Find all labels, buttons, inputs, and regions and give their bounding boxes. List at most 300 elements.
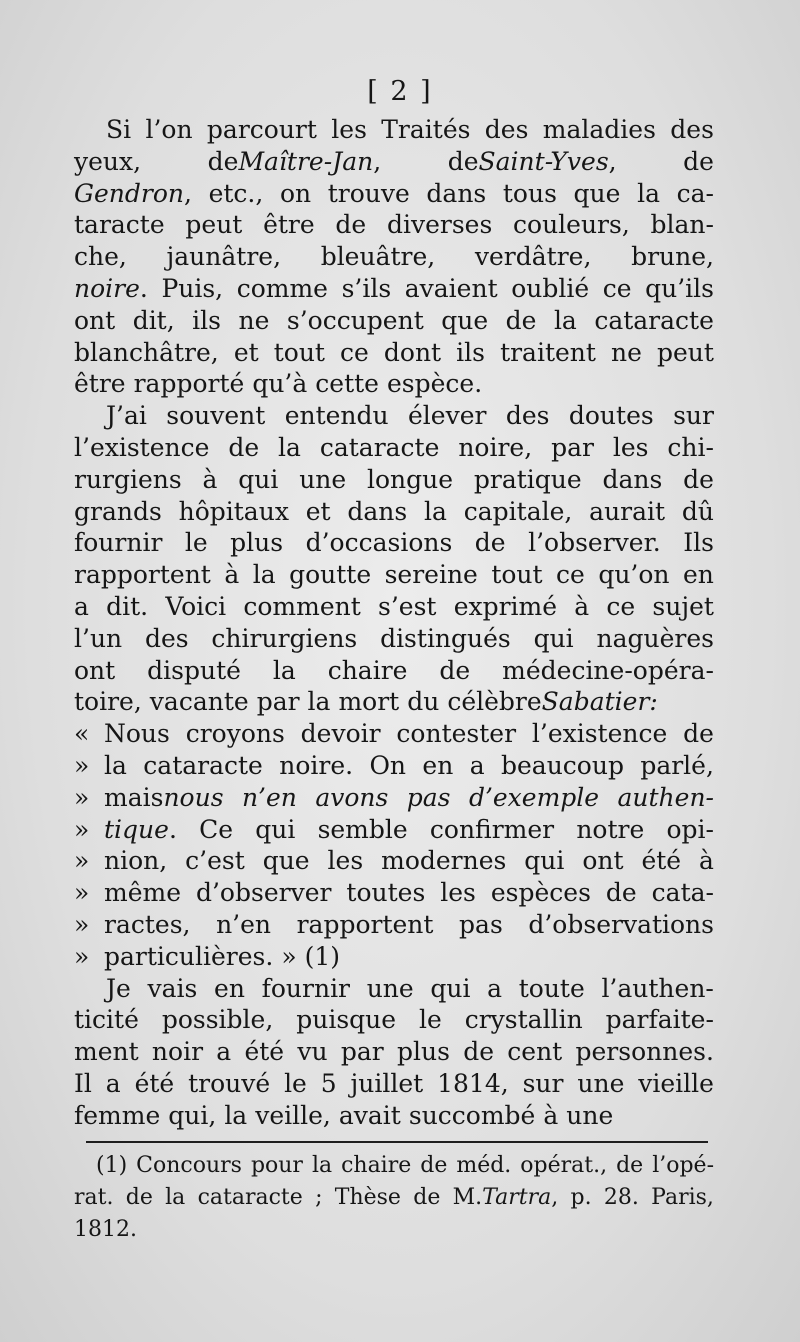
- word: tous: [502, 178, 557, 208]
- word: »: [281, 941, 297, 971]
- word: puisque: [296, 1005, 397, 1035]
- word: s’ils: [341, 273, 392, 303]
- quote-mark: »: [74, 782, 90, 812]
- word: Puis,: [161, 273, 224, 303]
- word: l’authen-: [601, 973, 714, 1003]
- word: l’existence: [74, 432, 210, 462]
- word: dans: [602, 464, 663, 494]
- word: que: [573, 178, 621, 208]
- footnote-line: [74, 1150, 714, 1182]
- word: pratique: [473, 464, 582, 494]
- word: crystallin: [464, 1005, 583, 1035]
- footnote: [74, 1150, 714, 1246]
- word: l’on: [145, 115, 193, 144]
- word: être: [263, 210, 315, 240]
- word: cata-: [651, 878, 714, 908]
- word: une: [366, 973, 414, 1003]
- word: 1812.: [74, 1217, 137, 1242]
- word: de: [616, 1153, 644, 1178]
- word: qu’ils: [645, 273, 714, 303]
- word: nion,: [104, 846, 168, 876]
- word: trouvé: [188, 1068, 271, 1098]
- quote-line: [74, 845, 714, 877]
- word: des: [144, 623, 189, 653]
- word: mort: [338, 687, 400, 717]
- word: toutes: [346, 878, 426, 908]
- word: à: [574, 591, 590, 621]
- text-line: [74, 178, 714, 210]
- quote-line: [74, 814, 714, 846]
- quote-line: [74, 718, 714, 750]
- word: diverses: [386, 210, 493, 240]
- body-text: [74, 114, 714, 1132]
- word: confirmer: [429, 814, 555, 844]
- word: possible,: [161, 1005, 274, 1035]
- word: vieille: [638, 1068, 714, 1098]
- text-line: [74, 432, 714, 464]
- word: la: [272, 655, 296, 685]
- word: Il: [74, 1068, 92, 1098]
- word: pour: [250, 1153, 303, 1178]
- word: célèbreSabatier:: [447, 687, 658, 717]
- word: distingués: [380, 623, 511, 653]
- word: goutte: [289, 560, 372, 590]
- word: espèce.: [386, 369, 483, 399]
- word: Ce: [199, 814, 234, 844]
- word: dit.: [106, 591, 149, 621]
- text-line: [74, 337, 714, 369]
- word: de: [125, 1185, 153, 1210]
- word: par: [256, 687, 300, 717]
- word: ce: [556, 560, 585, 590]
- word: être: [74, 369, 126, 399]
- word: hôpitaux: [178, 496, 289, 526]
- word: du: [407, 687, 440, 717]
- word: que: [262, 846, 310, 876]
- word: cataracte: [197, 1185, 303, 1210]
- word: les: [612, 432, 649, 462]
- word: la: [224, 1100, 248, 1130]
- word: entendu: [284, 401, 389, 431]
- word: yeux,: [74, 146, 142, 176]
- word: succombé: [408, 1100, 536, 1130]
- word: ca-: [676, 178, 714, 208]
- word: qui: [255, 814, 296, 844]
- word: de: [463, 1037, 495, 1067]
- word: beaucoup: [500, 750, 624, 780]
- word: taracte: [74, 210, 165, 240]
- quote-line: [74, 941, 714, 973]
- word: méd.: [456, 1153, 512, 1178]
- word: rapportent: [296, 909, 434, 939]
- word: 1814,: [437, 1068, 509, 1098]
- word: qui: [533, 623, 574, 653]
- word: doutes: [568, 401, 654, 431]
- word: qu’à: [252, 369, 308, 399]
- word: de: [420, 1153, 448, 1178]
- word: Gendron,: [74, 178, 192, 208]
- page-number: [ 2 ]: [367, 76, 433, 107]
- word: le: [284, 1068, 307, 1098]
- word: plus: [230, 528, 284, 558]
- word: opi-: [666, 814, 714, 844]
- word: une: [299, 464, 347, 494]
- word: même: [104, 878, 182, 908]
- text-line: [74, 464, 714, 496]
- word: cette: [315, 369, 379, 399]
- word: l’observer.: [528, 528, 661, 558]
- word: en: [214, 973, 245, 1003]
- word: ont: [582, 846, 624, 876]
- word: qui: [430, 973, 471, 1003]
- word: qu’on: [598, 560, 670, 590]
- word: capitale,: [463, 496, 573, 526]
- word: Paris,: [651, 1185, 714, 1210]
- word: couleurs,: [513, 210, 630, 240]
- word: la: [553, 305, 577, 335]
- word: dit,: [132, 305, 175, 335]
- word: noire.: [279, 750, 354, 780]
- word: de: [683, 719, 714, 749]
- word: élever: [408, 401, 487, 431]
- word: espèces: [490, 878, 591, 908]
- text-line: [74, 1068, 714, 1100]
- word: M.Tartra,: [452, 1185, 559, 1210]
- word: ment: [74, 1037, 139, 1067]
- word: tique.: [104, 814, 177, 844]
- word: les: [440, 878, 476, 908]
- word: cataracte: [143, 750, 263, 780]
- word: noir: [151, 1037, 204, 1067]
- word: on: [279, 178, 312, 208]
- word: pas: [459, 909, 503, 939]
- word: en: [422, 750, 454, 780]
- word: de: [683, 146, 714, 176]
- word: d’observer: [195, 878, 332, 908]
- word: l’existence: [531, 719, 668, 749]
- quote-line: [74, 782, 714, 814]
- word: Si: [106, 115, 132, 144]
- text-line: [74, 527, 714, 559]
- text-line: [74, 591, 714, 623]
- word: la: [104, 750, 127, 780]
- word: devoir: [300, 719, 381, 749]
- word: modernes: [381, 846, 507, 876]
- word: On: [369, 750, 407, 780]
- word: 28.: [603, 1185, 639, 1210]
- word: de: [413, 1185, 441, 1210]
- word: la: [278, 432, 301, 462]
- word: chaire: [341, 1153, 412, 1178]
- word: Concours: [136, 1153, 242, 1178]
- word: été: [244, 1037, 285, 1067]
- quote-line: [74, 909, 714, 941]
- word: de: [683, 464, 714, 494]
- word: la: [637, 178, 660, 208]
- word: ont: [74, 305, 116, 335]
- word: d’exemple: [468, 782, 600, 812]
- word: jaunâtre,: [166, 242, 282, 272]
- word: peut: [185, 210, 243, 240]
- word: de: [605, 878, 637, 908]
- word: Voici: [165, 591, 227, 621]
- word: ont: [74, 655, 116, 685]
- word: deMaître-Jan,: [207, 146, 382, 176]
- word: l’opé-: [652, 1153, 714, 1178]
- word: sujet: [652, 591, 714, 621]
- word: dû: [681, 496, 714, 526]
- word: Ils: [683, 528, 714, 558]
- word: à: [202, 464, 218, 494]
- footnote-line: [74, 1182, 714, 1214]
- word: toute: [518, 973, 585, 1003]
- word: des: [670, 115, 714, 144]
- word: de: [474, 528, 506, 558]
- word: la: [252, 560, 276, 590]
- word: s’occupent: [286, 305, 424, 335]
- word: une: [566, 1100, 614, 1130]
- word: rapporté: [133, 369, 245, 399]
- word: ils: [456, 337, 485, 367]
- word: de: [228, 432, 260, 462]
- footnote-rule: [86, 1141, 708, 1143]
- text-line: [74, 1100, 714, 1132]
- word: de: [335, 210, 367, 240]
- word: ractes,: [104, 909, 191, 939]
- text-line: [74, 496, 714, 528]
- word: ne: [238, 305, 270, 335]
- word: que: [441, 305, 489, 335]
- word: la: [165, 1185, 186, 1210]
- word: ticité: [74, 1005, 139, 1035]
- word: a: [105, 1068, 121, 1098]
- word: grands: [74, 496, 162, 526]
- word: rurgiens: [74, 464, 182, 494]
- quote-mark: »: [74, 846, 90, 876]
- word: ne: [611, 337, 642, 367]
- word: veille,: [255, 1100, 331, 1130]
- word: les: [327, 846, 364, 876]
- word: ce: [602, 273, 632, 303]
- word: etc.,: [208, 178, 264, 208]
- word: de: [505, 305, 537, 335]
- word: traitent: [500, 337, 596, 367]
- word: d’occasions: [305, 528, 453, 558]
- text-line: [74, 686, 714, 718]
- word: parfaite-: [605, 1005, 714, 1035]
- word: sur: [673, 401, 714, 431]
- word: ce: [340, 337, 369, 367]
- word: rapportent: [74, 560, 211, 590]
- footnote-line: [74, 1214, 714, 1246]
- word: deSaint-Yves,: [447, 146, 617, 176]
- word: des: [484, 115, 529, 144]
- word: cataracte: [594, 305, 714, 335]
- word: pas: [406, 782, 451, 812]
- word: chi-: [667, 432, 714, 462]
- word: croyons: [185, 719, 285, 749]
- word: et: [305, 496, 331, 526]
- word: disputé: [147, 655, 241, 685]
- word: en: [683, 560, 714, 590]
- word: (1): [304, 941, 341, 971]
- word: qui: [524, 846, 565, 876]
- word: verdâtre,: [474, 242, 592, 272]
- word: sereine: [384, 560, 478, 590]
- word: 5: [320, 1068, 337, 1098]
- word: vais: [147, 973, 198, 1003]
- quote-line: [74, 750, 714, 782]
- word: avons: [315, 782, 389, 812]
- word: oublié: [511, 273, 590, 303]
- word: d’observations: [528, 909, 714, 939]
- word: la: [424, 496, 447, 526]
- word: Je: [106, 973, 131, 1003]
- word: brune,: [631, 242, 714, 272]
- word: la: [307, 687, 331, 717]
- word: à: [543, 1100, 559, 1130]
- word: cataracte: [319, 432, 440, 462]
- word: maladies: [542, 115, 656, 144]
- word: blanchâtre,: [74, 337, 219, 367]
- word: J’ai: [106, 401, 147, 431]
- text-line: [74, 146, 714, 178]
- word: avait: [338, 1100, 401, 1130]
- word: p.: [570, 1185, 592, 1210]
- word: des: [505, 401, 550, 431]
- word: tout: [491, 560, 543, 590]
- quote-mark: »: [74, 909, 90, 939]
- word: a: [216, 1037, 232, 1067]
- word: femme: [74, 1100, 161, 1130]
- word: l’un: [74, 623, 123, 653]
- word: de: [439, 655, 471, 685]
- text-line: [74, 623, 714, 655]
- word: Thèse: [334, 1185, 401, 1210]
- word: opérat.,: [520, 1153, 608, 1178]
- word: médecine-opéra-: [502, 655, 714, 685]
- text-line: [74, 273, 714, 305]
- word: tout: [273, 337, 325, 367]
- word: vacante: [149, 687, 249, 717]
- word: par: [340, 1037, 384, 1067]
- word: comme: [236, 273, 328, 303]
- word: peut: [656, 337, 714, 367]
- word: vu: [297, 1037, 328, 1067]
- word: une: [577, 1068, 625, 1098]
- text-line: [74, 209, 714, 241]
- quote-line: [74, 877, 714, 909]
- word: Traités: [381, 115, 471, 144]
- word: ;: [315, 1185, 323, 1210]
- word: noire.: [74, 273, 148, 303]
- word: a: [74, 591, 89, 621]
- word: à: [224, 560, 240, 590]
- word: les: [331, 115, 367, 144]
- text-line: [74, 973, 714, 1005]
- text-line: [74, 114, 714, 146]
- word: toire,: [74, 687, 142, 717]
- word: bleuâtre,: [320, 242, 436, 272]
- word: Nous: [104, 719, 170, 749]
- word: che,: [74, 242, 127, 272]
- word: exprimé: [453, 591, 558, 621]
- text-line: [74, 655, 714, 687]
- word: cent: [507, 1037, 563, 1067]
- word: qui,: [168, 1100, 217, 1130]
- word: aurait: [589, 496, 666, 526]
- word: authen-: [617, 782, 714, 812]
- text-line: [74, 241, 714, 273]
- word: semble: [317, 814, 408, 844]
- word: c’est: [185, 846, 245, 876]
- word: s’est: [378, 591, 437, 621]
- word: notre: [576, 814, 645, 844]
- word: comment: [243, 591, 361, 621]
- word: le: [419, 1005, 442, 1035]
- text-line: [74, 1004, 714, 1036]
- word: (1): [96, 1153, 128, 1178]
- word: n’en: [216, 909, 272, 939]
- word: longue: [367, 464, 454, 494]
- word: sur: [522, 1068, 564, 1098]
- word: fournir: [74, 528, 163, 558]
- word: chaire: [327, 655, 408, 685]
- word: n’en: [241, 782, 297, 812]
- quote-mark: «: [74, 719, 90, 749]
- quote-mark: »: [74, 814, 90, 844]
- word: le: [184, 528, 208, 558]
- word: ce: [606, 591, 636, 621]
- quote-mark: »: [74, 750, 90, 780]
- word: qui: [238, 464, 279, 494]
- word: plus: [397, 1037, 450, 1067]
- word: à: [699, 846, 714, 876]
- word: personnes.: [575, 1037, 714, 1067]
- word: chirurgiens: [211, 623, 358, 653]
- quote-mark: »: [74, 878, 90, 908]
- word: juillet: [350, 1068, 424, 1098]
- word: particulières.: [104, 941, 274, 971]
- word: et: [233, 337, 259, 367]
- text-line: [74, 368, 714, 400]
- word: noire,: [458, 432, 533, 462]
- word: par: [551, 432, 594, 462]
- quote-mark: »: [74, 941, 90, 971]
- word: dans: [347, 496, 408, 526]
- word: dont: [383, 337, 442, 367]
- word: été: [641, 846, 682, 876]
- word: souvent: [166, 401, 266, 431]
- word: fournir: [261, 973, 351, 1003]
- word: contester: [396, 719, 517, 749]
- word: la: [311, 1153, 333, 1178]
- text-line: [74, 559, 714, 591]
- word: parcourt: [206, 115, 317, 144]
- word: a: [469, 750, 485, 780]
- word: trouve: [327, 178, 410, 208]
- text-line: [74, 400, 714, 432]
- word: ils: [192, 305, 221, 335]
- word: blan-: [650, 210, 714, 240]
- word: maisnous: [104, 782, 224, 812]
- word: rat.: [74, 1185, 114, 1210]
- word: a: [487, 973, 503, 1003]
- word: avaient: [404, 273, 498, 303]
- word: été: [134, 1068, 175, 1098]
- text-line: [74, 305, 714, 337]
- word: naguères: [596, 623, 714, 653]
